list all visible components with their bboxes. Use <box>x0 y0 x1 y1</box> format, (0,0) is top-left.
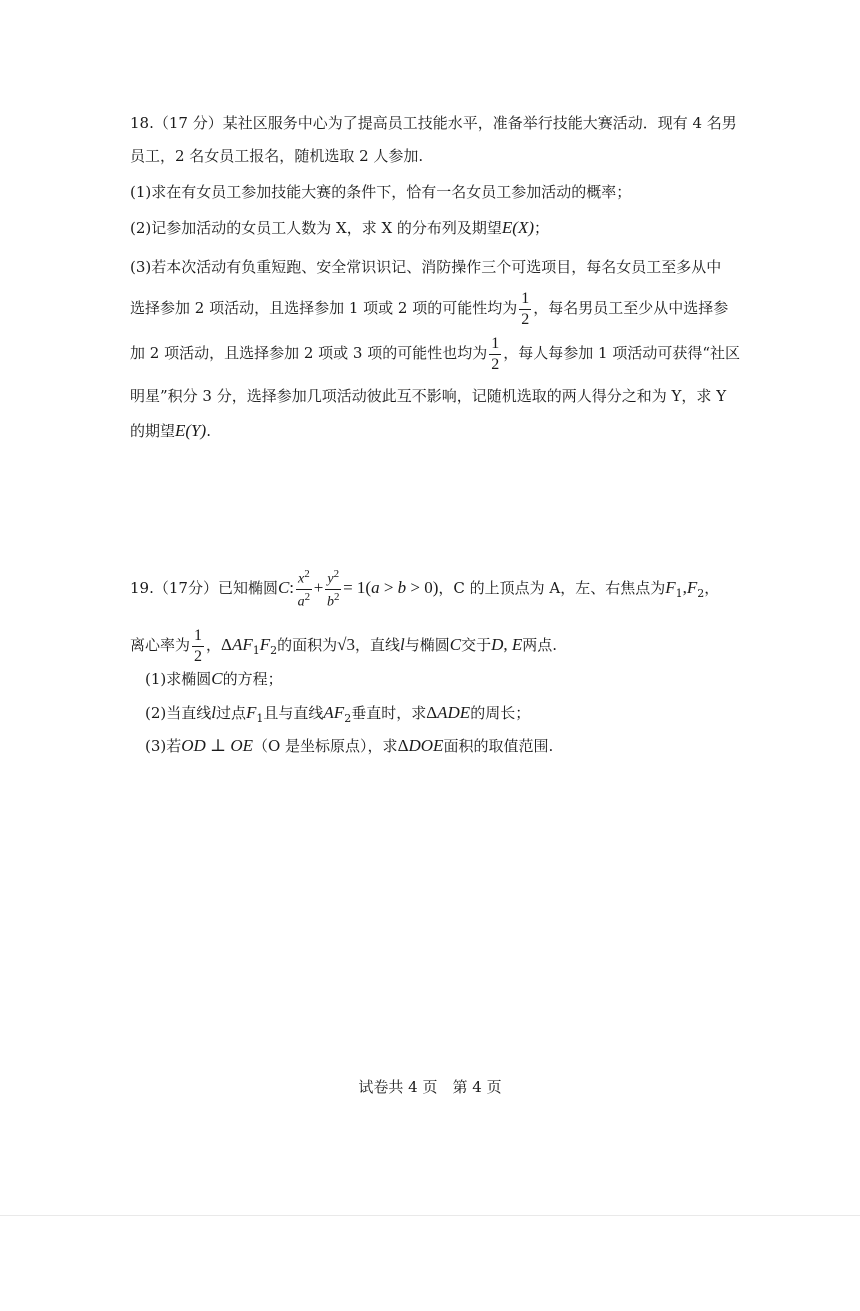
q19-part-1: (1)求椭圆C的方程； <box>145 669 283 688</box>
q18-part-3-line-1: (3)若本次活动有负重短跑、安全常识识记、消防操作三个可选项目，每名女员工至多从中 <box>130 258 722 276</box>
q19-text: 离心率为 <box>130 636 191 654</box>
scan-divider <box>0 1215 860 1216</box>
q18-part-2-text: (2)记参加活动的女员工人数为 X，求 X 的分布列及期望 <box>130 219 502 237</box>
q19-text: ，C 的上顶点为 A，左、右焦点为 <box>438 579 666 597</box>
q18-part-3-text: ，每名男员工至少从中选择参 <box>533 299 729 317</box>
q18-part-3-text: ，每人每参加 1 项活动可获得“社区 <box>503 344 740 362</box>
q18-part-3-line-5 <box>130 421 730 441</box>
page-footer: 试卷共 4 页 第 4 页 <box>358 1078 502 1096</box>
q19-text: (1)求椭圆 <box>145 670 212 688</box>
q18-part-3-text: 选择参加 2 项活动，且选择参加 1 项或 2 项的可能性均为 <box>130 299 518 317</box>
q18-part-3-text: 的期望 <box>130 422 176 440</box>
q18-part-2-end: ； <box>534 219 550 237</box>
q19-line-2: 离心率为 $\frac{1}{2}$ ，$\Delta AF_1F_2$的面积为√3，直线l与椭圆C交于D, E两点. <box>130 626 558 665</box>
q19-text: 面积的取值范围. <box>443 737 554 755</box>
q19-text: 且与直线 <box>263 704 324 722</box>
q19-part-2: (2)当直线l过点$F_1$且与直线$AF_2$垂直时，求ΔADE的周长； <box>145 703 531 725</box>
q19-text: 过点 <box>215 704 246 722</box>
q19-text: (3)若 <box>145 737 182 755</box>
q19-text: （O 是坐标原点），求 <box>252 737 398 755</box>
q18-line-2: 员工，2 名女员工报名，随机选取 2 人参加. <box>130 147 424 165</box>
q18-part-3-line-2 <box>130 288 730 328</box>
q19-part-3: (3)若OD ⊥ OE（O 是坐标原点），求ΔDOE面积的取值范围. <box>145 736 554 755</box>
q19-text: 的面积为 <box>277 636 338 654</box>
q18-part-3-text: 加 2 项活动，且选择参加 2 项或 3 项的可能性也均为 <box>130 344 488 362</box>
fraction-one-half: $\frac{1}{2}$ <box>491 334 500 373</box>
q18-part-3-end: . <box>206 422 211 440</box>
ellipse-c: C <box>277 578 290 597</box>
q18-part-2 <box>130 218 730 238</box>
q19-text: (2)当直线 <box>145 704 212 722</box>
q19-line-1: 19.（17分）已知椭圆C: $\frac{x^2}{a^2}$ + $\frac{y^2}{b^2}$ = 1(a > b > 0)，C 的上顶点为 A，左、右焦点为$F_1,F_2$， <box>130 567 720 610</box>
q19-text: ， <box>206 636 222 654</box>
q19-text: 垂直时，求 <box>351 704 427 722</box>
q19-text: 的方程； <box>222 670 283 688</box>
q19-text: 的周长； <box>470 704 531 722</box>
q18-expectation-x: E(X) <box>501 218 535 237</box>
q19-text: 交于 <box>461 636 492 654</box>
q19-text: 两点. <box>522 636 558 654</box>
q18-expectation-y: E(Y) <box>175 421 207 440</box>
fraction-one-half: $\frac{1}{2}$ <box>521 289 530 328</box>
q19-text: ，直线 <box>355 636 401 654</box>
q19-text: 与椭圆 <box>404 636 450 654</box>
q19-text: 19.（17分）已知椭圆 <box>130 579 278 597</box>
fraction-y2-b2: $\frac{y^2}{b^2}$ <box>326 567 340 610</box>
fraction-x2-a2: $\frac{x^2}{a^2}$ <box>297 567 311 610</box>
q18-part-3-line-4: 明星”积分 3 分，选择参加几项活动彼此互不影响，记随机选取的两人得分之和为 Y，求 Y <box>130 387 727 405</box>
q18-part-1: (1)求在有女员工参加技能大赛的条件下，恰有一名女员工参加活动的概率； <box>130 183 632 201</box>
q18-part-3-line-3 <box>130 333 740 373</box>
fraction-one-half: $\frac{1}{2}$ <box>194 626 203 665</box>
q18-line-1: 18.（17 分）某社区服务中心为了提高员工技能水平，准备举行技能大赛活动．现有 4 名男 <box>130 114 737 132</box>
